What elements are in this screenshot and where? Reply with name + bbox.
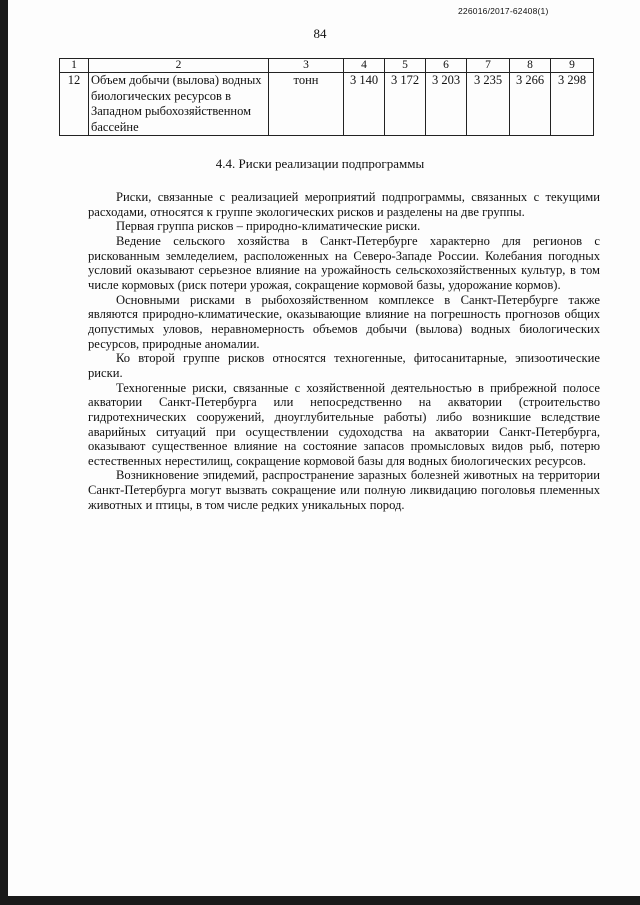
paragraph: Техногенные риски, связанные с хозяйственной деятельностью в прибрежной полосе акватории Санкт-Петербурга или непосредственно на акватории (строительство гидротехнических сооружений, дноуглубительные работы) либо возникшие вследствие аварийных ситуаций при осуществлении судоходства на акватории Санкт-Петербурга, оказывают существенное влияние на состояние запасов промысловых видов рыб, потерю естественных нерестилищ, сокращение кормовой базы для водных биологических ресурсов. (88, 380, 600, 468)
value-cell: 3 298 (551, 73, 594, 136)
paragraph: Ко второй группе рисков относятся техногенные, фитосанитарные, эпизоотические риски. (88, 351, 600, 380)
header-cell: 1 (60, 59, 89, 73)
paragraph: Риски, связанные с реализацией мероприятий подпрограммы, связанных с текущими расходами, относятся к группе экологических рисков и разделены на две группы. (88, 190, 600, 219)
table-header-row (60, 59, 594, 73)
header-cell: 9 (551, 59, 594, 73)
body-text (88, 190, 600, 512)
row-index: 12 (60, 73, 89, 136)
header-cell: 6 (426, 59, 467, 73)
paragraph: Основными рисками в рыбохозяйственном комплексе в Санкт-Петербурге также являются природно-климатические, оказывающие влияние на погрешность прогнозов общих допустимых уловов, неравномерность объемов добычи (вылова) водных биологических ресурсов, природные аномалии. (88, 292, 600, 351)
header-cell: 3 (269, 59, 344, 73)
header-cell: 4 (344, 59, 385, 73)
header-cell: 2 (89, 59, 269, 73)
indicator-name: Объем добычи (вылова) водных биологических ресурсов в Западном рыбохозяйственном бассейне (89, 73, 269, 136)
table-row (60, 73, 594, 136)
value-cell: 3 235 (467, 73, 510, 136)
header-cell: 5 (385, 59, 426, 73)
section-title: 4.4. Риски реализации подпрограммы (215, 156, 425, 171)
header-cell: 8 (510, 59, 551, 73)
value-cell: 3 172 (385, 73, 426, 136)
paragraph: Возникновение эпидемий, распространение заразных болезней животных на территории Санкт-Петербурга могут вызвать сокращение или полную ликвидацию поголовья племенных животных и птицы, в том числе редких уникальных пород. (88, 468, 600, 512)
scan-left-edge (0, 0, 8, 905)
document-id: 226016/2017-62408(1) (458, 6, 549, 16)
scan-bottom-edge (0, 896, 640, 905)
paragraph: Ведение сельского хозяйства в Санкт-Петербурге характерно для регионов с рискованным земледелием, расположенных на Северо-Западе России. Колебания погодных условий оказывают серьезное влияние на урожайность сельскохозяйственных культур, в том числе кормовых (риск потери урожая, сокращение кормовой базы, удорожание кормов). (88, 233, 600, 292)
value-cell: 3 140 (344, 73, 385, 136)
paragraph: Первая группа рисков – природно-климатические риски. (116, 219, 421, 234)
value-cell: 3 266 (510, 73, 551, 136)
value-cell: 3 203 (426, 73, 467, 136)
indicator-table (59, 58, 594, 136)
header-cell: 7 (467, 59, 510, 73)
page-number: 84 (313, 26, 327, 41)
unit-cell: тонн (269, 73, 344, 136)
